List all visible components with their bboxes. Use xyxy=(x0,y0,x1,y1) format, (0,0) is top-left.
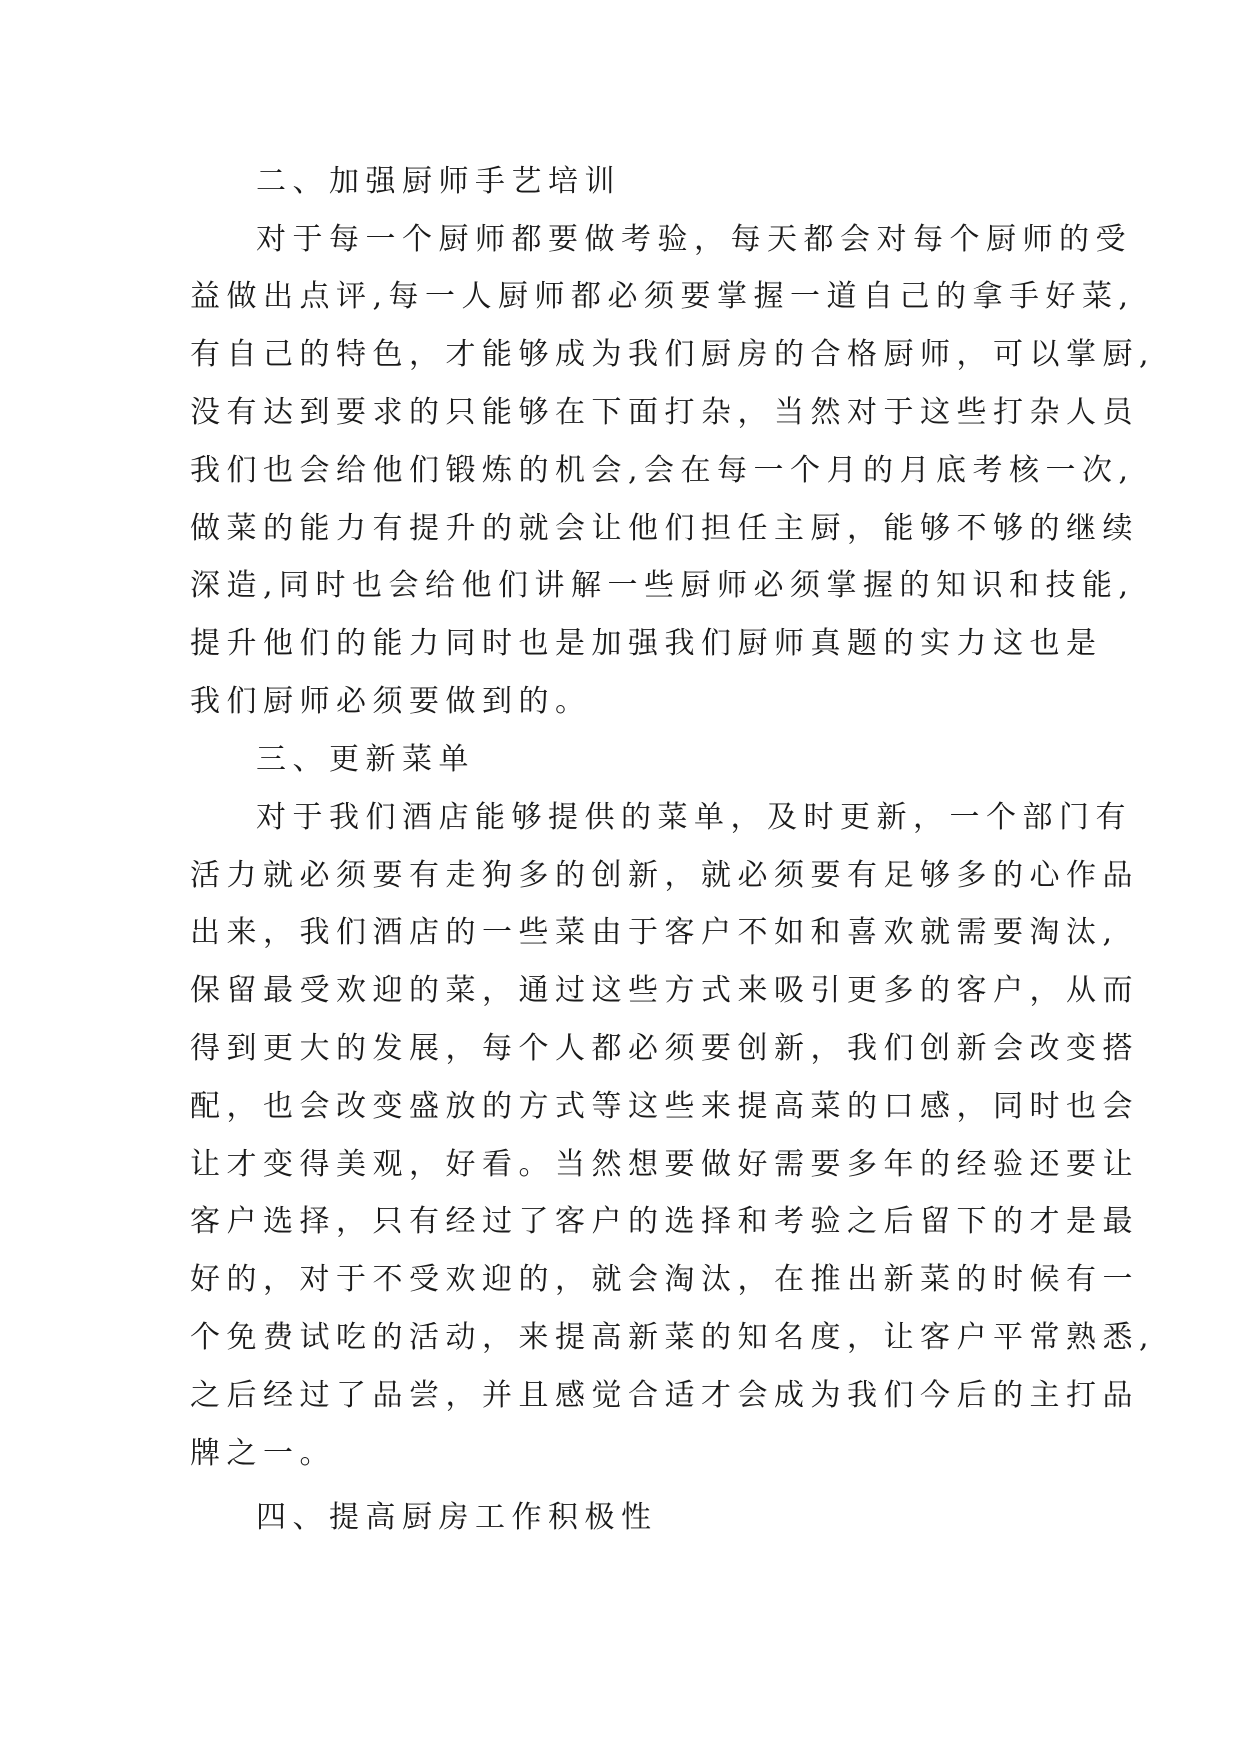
paragraph-line: 活力就必须要有走狗多的创新，就必须要有足够多的心作品 xyxy=(190,858,1139,893)
paragraph-line: 配，也会改变盛放的方式等这些来提高菜的口感，同时也会 xyxy=(190,1089,1139,1124)
paragraph-line: 益做出点评,每一人厨师都必须要掌握一道自己的拿手好菜, xyxy=(190,279,1135,314)
paragraph-line: 对于每一个厨师都要做考验，每天都会对每个厨师的受 xyxy=(256,222,1132,257)
paragraph-line: 对于我们酒店能够提供的菜单，及时更新，一个部门有 xyxy=(256,800,1132,835)
paragraph-line: 个免费试吃的活动，来提高新菜的知名度，让客户平常熟悉, xyxy=(190,1320,1156,1355)
paragraph-line: 我们也会给他们锻炼的机会,会在每一个月的月底考核一次, xyxy=(190,453,1135,488)
paragraph-line: 我们厨师必须要做到的。 xyxy=(190,684,592,719)
paragraph-line: 得到更大的发展，每个人都必须要创新，我们创新会改变搭 xyxy=(190,1031,1139,1066)
paragraph-line: 客户选择，只有经过了客户的选择和考验之后留下的才是最 xyxy=(190,1204,1139,1239)
paragraph-line: 出来，我们酒店的一些菜由于客户不如和喜欢就需要淘汰, xyxy=(190,915,1119,950)
heading-section-2: 二、加强厨师手艺培训 xyxy=(256,164,621,199)
paragraph-line: 提升他们的能力同时也是加强我们厨师真题的实力这也是 xyxy=(190,626,1103,661)
heading-section-3: 三、更新菜单 xyxy=(256,742,475,777)
paragraph-line: 让才变得美观，好看。当然想要做好需要多年的经验还要让 xyxy=(190,1147,1139,1182)
paragraph-line: 做菜的能力有提升的就会让他们担任主厨，能够不够的继续 xyxy=(190,511,1139,546)
paragraph-line: 好的，对于不受欢迎的，就会淘汰，在推出新菜的时候有一 xyxy=(190,1262,1139,1297)
paragraph-line: 没有达到要求的只能够在下面打杂，当然对于这些打杂人员 xyxy=(190,395,1139,430)
paragraph-line: 有自己的特色，才能够成为我们厨房的合格厨师，可以掌厨, xyxy=(190,337,1156,372)
paragraph-line: 牌之一。 xyxy=(190,1436,336,1471)
heading-section-4: 四、提高厨房工作积极性 xyxy=(256,1500,658,1535)
paragraph-line: 深造,同时也会给他们讲解一些厨师必须掌握的知识和技能, xyxy=(190,568,1135,603)
paragraph-line: 之后经过了品尝，并且感觉合适才会成为我们今后的主打品 xyxy=(190,1378,1139,1413)
paragraph-line: 保留最受欢迎的菜，通过这些方式来吸引更多的客户，从而 xyxy=(190,973,1139,1008)
